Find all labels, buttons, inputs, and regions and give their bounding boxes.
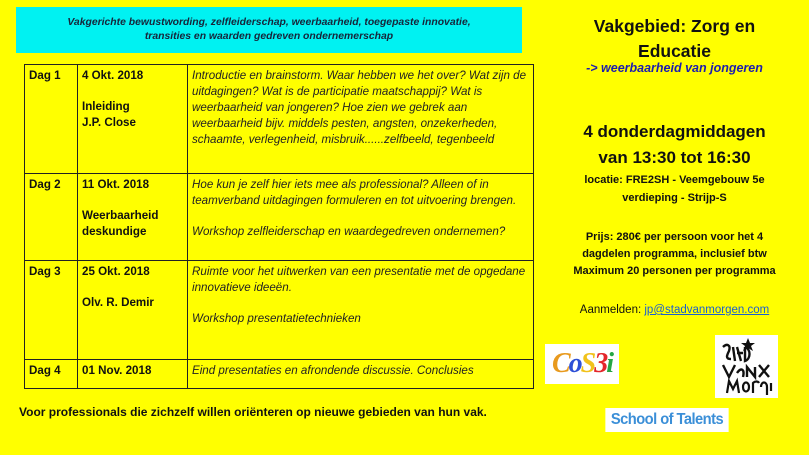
field-subtitle: -> weerbaarheid van jongeren	[586, 61, 763, 75]
schedule-table	[24, 64, 534, 389]
banner-line-1: Vakgerichte bewustwording, zelfleiderschap, weerbaarheid, toegepaste innovatie,	[67, 17, 471, 28]
school-of-talents-logo: School of Talents	[605, 408, 728, 432]
stad-van-morgen-logo	[715, 335, 778, 398]
logo-letter: C	[551, 348, 569, 379]
date: 01 Nov. 2018	[82, 364, 152, 377]
day-description	[188, 360, 534, 389]
date: 4 Okt. 2018	[82, 69, 144, 82]
field-title-line-1: Vakgebied: Zorg en	[593, 16, 756, 36]
day-description	[188, 261, 534, 360]
day-label: Dag 2	[25, 174, 78, 261]
table-row	[25, 360, 534, 389]
table-row	[25, 65, 534, 174]
price-line-2: dagdelen programma, inclusief btw	[582, 248, 767, 260]
topic: Inleiding	[82, 100, 130, 113]
speaker: Olv. R. Demir	[82, 296, 154, 309]
logo-letter: S	[580, 348, 595, 379]
date: 25 Okt. 2018	[82, 265, 150, 278]
day-description	[188, 65, 534, 174]
day-info	[78, 174, 188, 261]
signup	[540, 304, 809, 316]
theme-banner	[16, 7, 522, 53]
time-range: van 13:30 tot 16:30	[598, 148, 751, 167]
topic: Weerbaarheid	[82, 209, 159, 222]
logo-letter: 3	[594, 348, 607, 379]
location	[540, 171, 809, 207]
location-line-2: verdieping - Strijp-S	[622, 192, 727, 204]
signup-label: Aanmelden:	[579, 304, 642, 316]
description-text: Eind presentaties en afrondende discussie. Conclusies	[192, 364, 474, 377]
max-participants: Maximum 20 personen per programma	[573, 265, 776, 277]
logo-letter: i	[606, 348, 613, 379]
day-info	[78, 261, 188, 360]
day-label: Dag 1	[25, 65, 78, 174]
logo-letter: o	[568, 348, 581, 379]
description-text: Hoe kun je zelf hier iets mee als professional? Alleen of in teamverband uitdagingen formuleren en tot uitvoering brengen.	[192, 178, 517, 207]
day-description	[188, 174, 534, 261]
stad-van-morgen-logo-icon	[715, 335, 778, 398]
schedule-summary	[540, 119, 809, 171]
location-line-1: locatie: FRE2SH - Veemgebouw 5e	[584, 174, 765, 186]
speaker: J.P. Close	[82, 116, 136, 129]
target-audience-note: Voor professionals die zichzelf willen oriënteren op nieuwe gebieden van hun vak.	[19, 405, 487, 419]
pricing	[540, 229, 809, 280]
days-count: 4 donderdagmiddagen	[583, 122, 766, 141]
table-row	[25, 261, 534, 360]
price-line-1: Prijs: 280€ per persoon voor het 4	[585, 231, 764, 243]
description-text: Introductie en brainstorm. Waar hebben we het over? Wat zijn de uitdagingen? Wat is de participatie maatschappij? Wat is weerbaarheid van jongeren? Hoe zien we gebrek aan weerbaarheid bijv. middels pesten, angsten, onzekerheden, schaamte, verlegenheid, misbruik......zelfbeeld, tegenbeeld	[192, 69, 527, 146]
day-label: Dag 3	[25, 261, 78, 360]
workshop-text: Workshop zelfleiderschap en waardegedreven ondernemen?	[192, 225, 506, 238]
speaker: deskundige	[82, 225, 147, 238]
cos3i-logo	[545, 344, 619, 384]
table-row	[25, 174, 534, 261]
description-text: Ruimte voor het uitwerken van een presentatie met de opgedane innovatieve ideeën.	[192, 265, 526, 294]
workshop-text: Workshop presentatietechnieken	[192, 312, 361, 325]
signup-email-link[interactable]: jp@stadvanmorgen.com	[644, 304, 770, 316]
field-title	[540, 14, 809, 64]
banner-line-2: transities en waarden gedreven ondernemerschap	[144, 31, 394, 42]
day-info	[78, 65, 188, 174]
day-info	[78, 360, 188, 389]
date: 11 Okt. 2018	[82, 178, 150, 191]
day-label: Dag 4	[25, 360, 78, 389]
field-title-line-2: Educatie	[638, 41, 711, 61]
